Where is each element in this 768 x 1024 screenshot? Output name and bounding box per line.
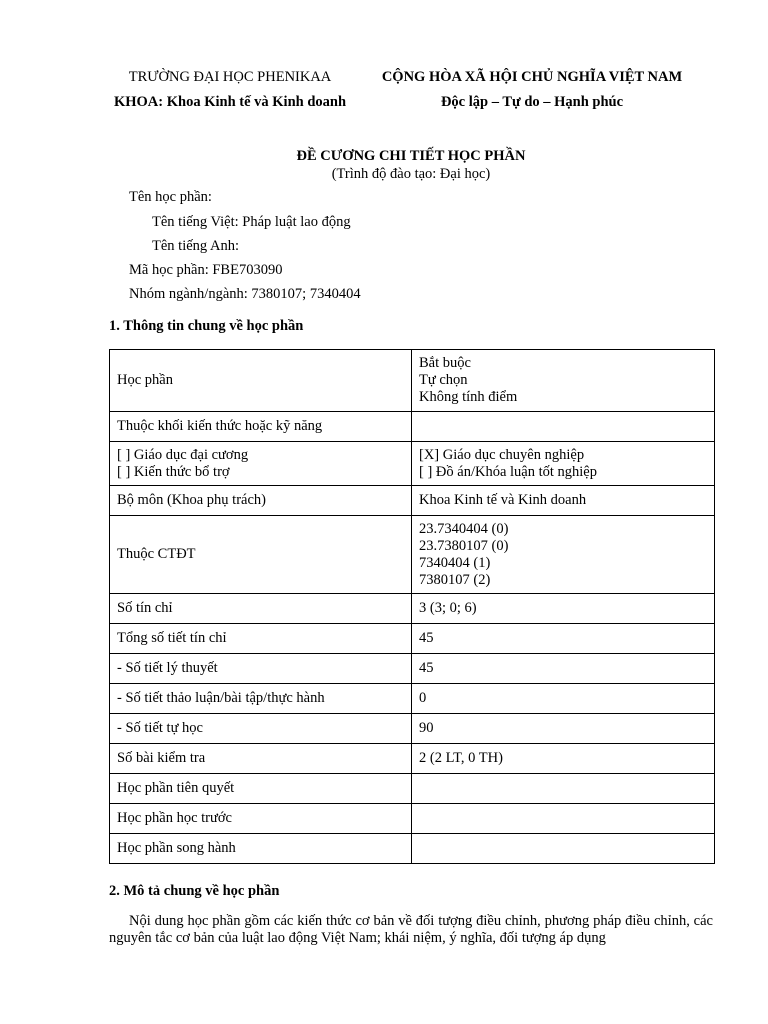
table-row [110,624,715,654]
table-cell-label: Học phần song hành [110,834,412,864]
table-cell-value [412,804,715,834]
course-code: Mã học phần: FBE703090 [129,262,283,278]
table-cell-value [412,834,715,864]
knowledge-checkbox-thesis: [ ] Đồ án/Khóa luận tốt nghiệp [419,463,597,480]
table-cell-value [412,516,715,594]
table-cell-value [412,442,715,486]
table-cell-label: Số bài kiểm tra [110,744,412,774]
table-row [110,516,715,594]
table-row [110,774,715,804]
table-cell-label: - Số tiết tự học [110,714,412,744]
course-type-option: Bắt buộc [419,355,471,371]
program-code: 7380107 (2) [419,571,491,588]
faculty-name: Khoa Kinh tế và Kinh doanh [166,94,347,111]
table-cell-label: Học phần học trước [110,804,412,834]
table-cell-value: 2 (2 LT, 0 TH) [412,744,715,774]
knowledge-checkbox-general: [ ] Giáo dục đại cương [117,446,249,463]
school-name: TRƯỜNG ĐẠI HỌC PHENIKAA [128,69,332,85]
table-row [110,594,715,624]
table-row [110,744,715,774]
table-row [110,684,715,714]
table-cell-value [412,350,715,412]
knowledge-checkbox-professional: [X] Giáo dục chuyên nghiệp [419,446,585,463]
table-row [110,834,715,864]
table-cell-label: Thuộc khối kiến thức hoặc kỹ năng [110,412,412,442]
program-code: 7340404 (1) [419,554,491,571]
table-cell-label: Bộ môn (Khoa phụ trách) [110,486,412,516]
course-en-name: Tên tiếng Anh: [152,238,239,254]
program-code: 23.7380107 (0) [419,537,509,554]
table-cell-value: 3 (3; 0; 6) [412,594,715,624]
course-description: Nội dung học phần gồm các kiến thức cơ bản về đối tượng điều chỉnh, phương pháp điều chỉnh, các nguyên tắc cơ bản của luật lao động Việt Nam; khái niệm, ý nghĩa, đối tượng áp dụng [109,913,713,946]
faculty-label: KHOA: [113,94,164,111]
header-left [108,69,352,111]
table-cell-value: 0 [412,684,715,714]
table-cell-label: Số tín chỉ [110,594,412,624]
faculty-line [108,94,352,111]
knowledge-checkbox-supplementary: [ ] Kiến thức bổ trợ [117,463,230,480]
table-row [110,654,715,684]
table-row [110,486,715,516]
country-name: CỘNG HÒA XÃ HỘI CHỦ NGHĨA VIỆT NAM [381,69,683,85]
table-cell-value [412,412,715,442]
table-cell-label: Học phần [110,350,412,412]
document-subtitle: (Trình độ đào tạo: Đại học) [331,166,491,182]
table-cell-value: 45 [412,624,715,654]
course-type-option: Tự chọn [419,372,468,388]
table-row [110,804,715,834]
course-vn-name: Tên tiếng Việt: Pháp luật lao động [152,214,351,230]
section-1-heading: 1. Thông tin chung về học phần [109,318,304,334]
course-type-option: Không tính điểm [419,389,518,405]
header-right [362,69,702,112]
document-title: ĐỀ CƯƠNG CHI TIẾT HỌC PHẦN [296,148,526,164]
table-cell-label [110,442,412,486]
table-cell-value [412,774,715,804]
table-cell-label: Tổng số tiết tín chỉ [110,624,412,654]
table-cell-label: - Số tiết lý thuyết [110,654,412,684]
course-group: Nhóm ngành/ngành: 7380107; 7340404 [129,286,361,302]
table-cell-label: Học phần tiên quyết [110,774,412,804]
table-cell-label: Thuộc CTĐT [110,516,412,594]
table-row [110,442,715,486]
table-cell-label: - Số tiết thảo luận/bài tập/thực hành [110,684,412,714]
table-row [110,714,715,744]
program-code: 23.7340404 (0) [419,520,509,537]
table-row [110,412,715,442]
course-name-label: Tên học phần: [129,189,212,205]
table-cell-value: 90 [412,714,715,744]
national-motto: Độc lập – Tự do – Hạnh phúc [440,94,624,111]
table-cell-value: Khoa Kinh tế và Kinh doanh [412,486,715,516]
section-2-heading: 2. Mô tả chung về học phần [109,883,280,899]
table-cell-value: 45 [412,654,715,684]
course-info-table [109,349,715,864]
table-row [110,350,715,412]
